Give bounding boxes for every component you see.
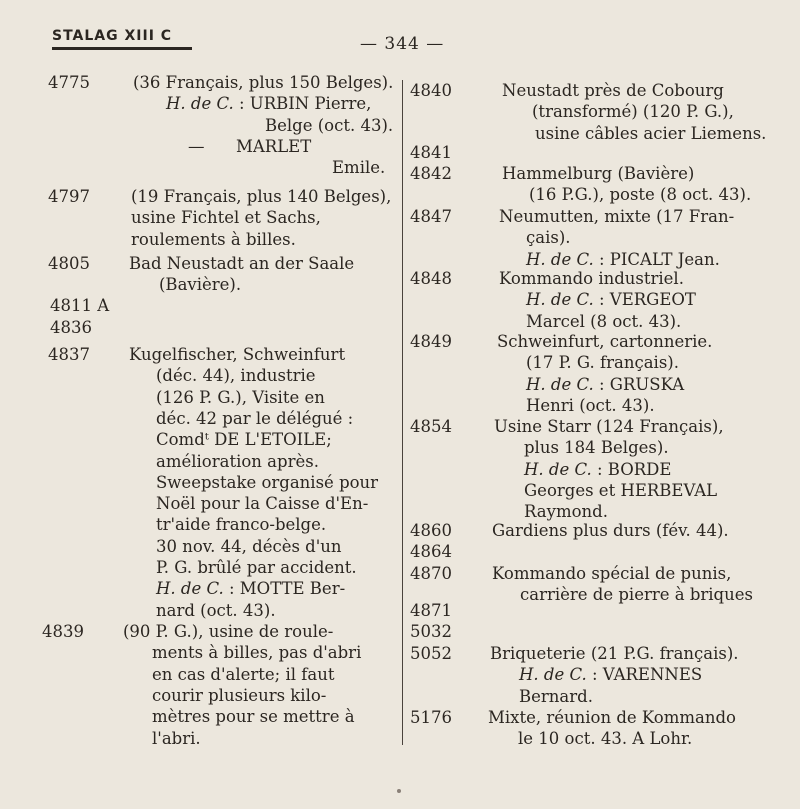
entry-text-line: Comdᵗ DE L'ETOILE; xyxy=(156,430,332,450)
entry-text-line: nard (oct. 43). xyxy=(156,600,276,620)
entry-text-line: Gardiens plus durs (fév. 44). xyxy=(492,521,729,540)
entry-number: 4840 xyxy=(410,81,452,100)
entry-number: 4854 xyxy=(410,417,452,436)
entry-text-line: 30 nov. 44, décès d'un xyxy=(156,536,342,556)
entry-text-line: P. G. brûlé par accident. xyxy=(156,558,357,577)
page-number: — 344 — xyxy=(360,34,445,54)
entry-text-line: Marcel (8 oct. 43). xyxy=(526,311,682,331)
column-divider xyxy=(402,80,403,745)
entry-number: 4797 xyxy=(48,187,90,206)
entry-number: 4841 xyxy=(410,143,452,162)
entry-text-line: Emile. xyxy=(332,158,386,178)
entry-text-line: Hammelburg (Bavière) xyxy=(502,164,695,183)
entry-number: 4871 xyxy=(410,601,452,620)
entry-number: 4775 xyxy=(48,73,90,92)
entry-text-line: en cas d'alerte; il faut xyxy=(152,664,335,684)
entry-text-line: Noël pour la Caisse d'En- xyxy=(156,494,369,514)
entry-text-line: Neumutten, mixte (17 Fran- xyxy=(499,207,735,226)
entry-text-line: H. de C. : MOTTE Ber- xyxy=(156,579,346,599)
entry-text-line: Mixte, réunion de Kommando xyxy=(488,708,736,727)
entry-text-line: Kommando industriel. xyxy=(499,269,684,288)
entry-number: 4847 xyxy=(410,207,452,226)
entry-number: 5032 xyxy=(410,622,452,641)
entry-number: 4811 A xyxy=(50,296,110,315)
entry-text-line: Schweinfurt, cartonnerie. xyxy=(497,332,713,351)
entry-number: 4837 xyxy=(48,345,90,364)
entry-text-line: H. de C. : VARENNES xyxy=(519,665,703,685)
header-rule xyxy=(52,47,192,50)
page-dot xyxy=(397,789,401,793)
entry-text-line: tr'aide franco-belge. xyxy=(156,515,327,535)
entry-text-line: Neustadt près de Cobourg xyxy=(502,81,724,100)
entry-text-line: amélioration après. xyxy=(156,451,319,471)
entry-number: 4848 xyxy=(410,269,452,288)
entry-text-line: mètres pour se mettre à xyxy=(152,707,355,727)
entry-text-line: courir plusieurs kilo- xyxy=(152,685,327,705)
entry-text-line: l'abri. xyxy=(152,728,201,748)
entry-text-line: — MARLET xyxy=(188,136,312,156)
entry-text-line: usine Fichtel et Sachs, xyxy=(131,208,321,228)
entry-text-line: le 10 oct. 43. A Lohr. xyxy=(518,729,693,749)
entry-text-line: (Bavière). xyxy=(159,275,242,295)
entry-number: 5052 xyxy=(410,644,452,663)
entry-text-line: (16 P.G.), poste (8 oct. 43). xyxy=(529,185,752,205)
entry-number: 4849 xyxy=(410,332,452,351)
entry-text-line: Sweepstake organisé pour xyxy=(156,472,379,492)
entry-text-line: Raymond. xyxy=(524,502,608,522)
entry-text-line: (transformé) (120 P. G.), xyxy=(532,102,734,122)
entry-text-line: Usine Starr (124 Français), xyxy=(494,417,724,436)
entry-text-line: (déc. 44), industrie xyxy=(156,366,316,386)
entry-text-line: Briqueterie (21 P.G. français). xyxy=(490,644,739,663)
entry-number: 5176 xyxy=(410,708,452,727)
entry-text-line: plus 184 Belges). xyxy=(524,438,669,458)
entry-text-line: roulements à billes. xyxy=(131,229,296,249)
entry-number: 4839 xyxy=(42,622,84,641)
entry-text-line: Bernard. xyxy=(519,686,593,706)
entry-text-line: Kommando spécial de punis, xyxy=(492,564,732,583)
entry-text-line: (19 Français, plus 140 Belges), xyxy=(131,187,392,206)
entry-number: 4805 xyxy=(48,254,90,273)
entry-text-line: déc. 42 par le délégué : xyxy=(156,408,354,428)
entry-text-line: (17 P. G. français). xyxy=(526,353,679,373)
entry-number: 4836 xyxy=(50,318,92,337)
entry-text-line: Georges et HERBEVAL xyxy=(524,480,718,500)
entry-text-line: H. de C. : BORDE xyxy=(524,459,672,479)
entry-text-line: H. de C. : PICALT Jean. xyxy=(526,249,720,269)
entry-text-line: H. de C. : URBIN Pierre, xyxy=(166,94,372,114)
entry-text-line: (36 Français, plus 150 Belges). xyxy=(133,73,394,92)
entry-number: 4864 xyxy=(410,542,452,561)
entry-number: 4842 xyxy=(410,164,452,183)
entry-text-line: Kugelfischer, Schweinfurt xyxy=(129,345,346,364)
entry-text-line: (90 P. G.), usine de roule- xyxy=(123,622,334,641)
entry-text-line: çais). xyxy=(526,228,571,248)
entry-text-line: H. de C. : VERGEOT xyxy=(526,290,696,310)
running-header: STALAG XIII C xyxy=(52,28,173,44)
entry-number: 4870 xyxy=(410,564,452,583)
entry-number: 4860 xyxy=(410,521,452,540)
entry-text-line: carrière de pierre à briques xyxy=(520,585,753,605)
entry-text-line: (126 P. G.), Visite en xyxy=(156,387,325,407)
entry-text-line: ments à billes, pas d'abri xyxy=(152,643,362,663)
entry-text-line: Belge (oct. 43). xyxy=(265,115,394,135)
entry-text-line: Bad Neustadt an der Saale xyxy=(129,254,355,273)
entry-text-line: H. de C. : GRUSKA xyxy=(526,374,685,394)
entry-text-line: usine câbles acier Liemens. xyxy=(535,123,767,143)
entry-text-line: Henri (oct. 43). xyxy=(526,395,655,415)
